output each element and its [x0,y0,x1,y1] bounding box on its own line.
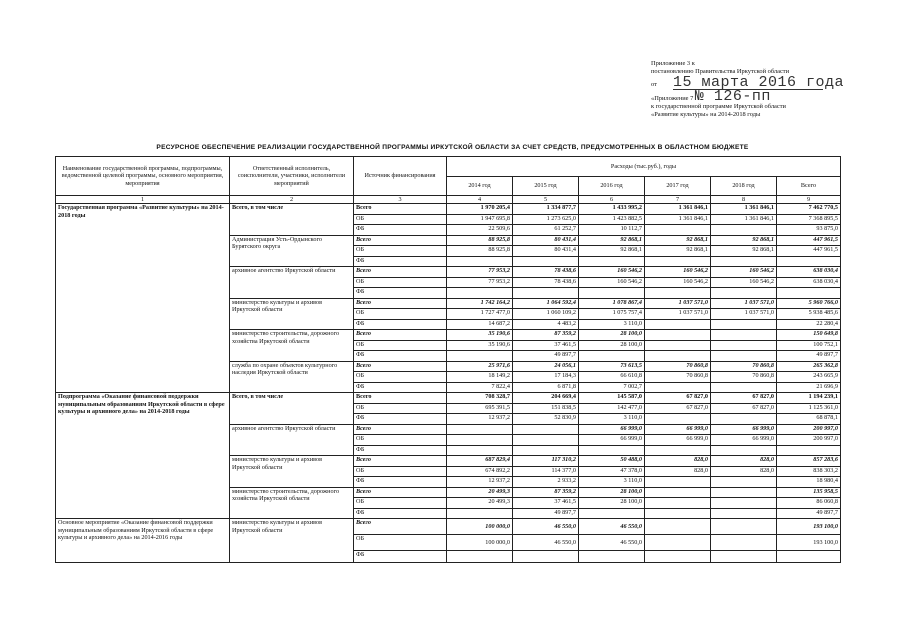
amount-cell: 708 328,7 [447,393,513,404]
amount-cell: 117 310,2 [513,456,579,467]
executor-name: архивное агентство Иркутской области [230,267,354,299]
amount-cell: 3 110,0 [579,319,645,330]
amount-cell [711,519,777,535]
funding-source: ОБ [354,435,447,446]
amount-cell: 14 687,2 [447,319,513,330]
column-number: 3 [354,196,447,204]
year-header: 2015 год [513,177,579,196]
amount-cell: 447 961,5 [777,246,841,257]
amount-cell: 73 613,5 [579,361,645,372]
amount-cell [579,508,645,519]
amount-cell: 37 461,5 [513,498,579,509]
header-name: Наименование государственной программы, подпрограммы, ведомственной целевой программы, основного мероприятия, мероприятия [56,157,230,196]
amount-cell: 66 999,0 [579,424,645,435]
amount-cell: 92 868,1 [579,246,645,257]
amount-cell [711,351,777,362]
column-number: 5 [513,196,579,204]
amount-cell [579,256,645,267]
appendix-line-2: постановлению Правительства Иркутской области [651,68,790,75]
funding-source: Всего [354,519,447,535]
amount-cell: 265 362,8 [777,361,841,372]
amount-cell [711,551,777,563]
amount-cell: 46 550,0 [579,519,645,535]
amount-cell: 447 961,5 [777,235,841,246]
executor-name: министерство культуры и архивов Иркутской области [230,298,354,330]
amount-cell: 1 970 205,4 [447,204,513,215]
executor-name: министерство культуры и архивов Иркутской области [230,519,354,563]
amount-cell: 46 550,0 [513,519,579,535]
amount-cell: 70 860,8 [711,361,777,372]
funding-source: Всего [354,487,447,498]
funding-source: ФБ [354,351,447,362]
amount-cell: 7 822,4 [447,382,513,393]
amount-cell: 695 391,5 [447,403,513,414]
amount-cell [447,551,513,563]
funding-source: ОБ [354,403,447,414]
amount-cell: 5 938 485,6 [777,309,841,320]
executor-name: министерство культуры и архивов Иркутской области [230,456,354,488]
amount-cell: 28 100,0 [579,487,645,498]
amount-cell: 21 696,9 [777,382,841,393]
amount-cell: 86 060,8 [777,498,841,509]
amount-cell: 35 190,6 [447,330,513,341]
amount-cell: 70 860,8 [711,372,777,383]
amount-cell: 67 827,0 [645,403,711,414]
amount-cell: 80 431,4 [513,246,579,257]
amount-cell: 160 546,2 [711,267,777,278]
header-executor: Ответственный исполнитель, соисполнители, участники, исполнители мероприятий [230,157,354,196]
amount-cell [645,319,711,330]
amount-cell: 35 190,6 [447,340,513,351]
funding-source: ОБ [354,498,447,509]
funding-source: ОБ [354,309,447,320]
amount-cell: 88 925,8 [447,235,513,246]
year-header: 2014 год [447,177,513,196]
amount-cell: 687 829,4 [447,456,513,467]
amount-cell [645,445,711,456]
amount-cell: 674 892,2 [447,466,513,477]
amount-cell [777,288,841,299]
appendix-7-label: «Приложение 7 [651,95,694,102]
amount-cell: 49 897,7 [777,508,841,519]
amount-cell: 1 037 571,0 [711,309,777,320]
executor-name: Администрация Усть-Ордынского Бурятского округа [230,235,354,267]
executor-name: Всего, в том числе [230,204,354,236]
amount-cell [711,445,777,456]
amount-cell [447,508,513,519]
amount-cell: 114 377,0 [513,466,579,477]
amount-cell [711,288,777,299]
amount-cell: 66 999,0 [579,435,645,446]
amount-cell: 100 752,1 [777,340,841,351]
amount-cell [447,288,513,299]
handwritten-number: № 126-пп [694,88,771,105]
amount-cell [777,551,841,563]
amount-cell: 66 610,8 [579,372,645,383]
amount-cell [645,487,711,498]
column-number: 7 [645,196,711,204]
funding-source: Всего [354,204,447,215]
amount-cell [645,414,711,425]
amount-cell: 28 100,0 [579,340,645,351]
table-row [56,519,841,535]
amount-cell [645,519,711,535]
amount-cell [645,351,711,362]
appendix-header [651,60,901,119]
year-header: 2016 год [579,177,645,196]
amount-cell: 1 742 164,2 [447,298,513,309]
amount-cell [513,424,579,435]
funding-source: ФБ [354,477,447,488]
amount-cell: 243 665,9 [777,372,841,383]
funding-source: ОБ [354,372,447,383]
amount-cell: 77 953,2 [447,267,513,278]
amount-cell: 1 075 757,4 [579,309,645,320]
amount-cell [579,351,645,362]
amount-cell: 828,0 [711,466,777,477]
amount-cell [711,498,777,509]
amount-cell [645,498,711,509]
amount-cell [711,330,777,341]
amount-cell: 135 958,5 [777,487,841,498]
amount-cell [711,256,777,267]
funding-source: ФБ [354,319,447,330]
amount-cell: 160 546,2 [711,277,777,288]
amount-cell: 92 868,1 [579,235,645,246]
amount-cell [579,551,645,563]
table-row [56,204,841,215]
amount-cell: 10 112,7 [579,225,645,236]
amount-cell: 70 860,8 [645,361,711,372]
amount-cell [777,445,841,456]
program-name: Государственная программа «Развитие культуры» на 2014-2018 годы [56,204,230,393]
amount-cell [645,340,711,351]
amount-cell: 160 546,2 [579,267,645,278]
amount-cell: 1 423 882,5 [579,214,645,225]
amount-cell: 145 587,0 [579,393,645,404]
amount-cell: 838 303,2 [777,466,841,477]
amount-cell: 193 100,0 [777,519,841,535]
column-number: 4 [447,196,513,204]
amount-cell: 2 933,2 [513,477,579,488]
funding-source: ФБ [354,256,447,267]
amount-cell [711,340,777,351]
amount-cell [711,535,777,551]
amount-cell [513,435,579,446]
amount-cell: 828,0 [645,466,711,477]
amount-cell: 7 368 895,5 [777,214,841,225]
amount-cell: 49 897,7 [513,351,579,362]
amount-cell: 52 830,9 [513,414,579,425]
amount-cell: 87 359,2 [513,330,579,341]
amount-cell [711,414,777,425]
amount-cell: 20 499,3 [447,487,513,498]
funding-source: ОБ [354,246,447,257]
amount-cell [645,225,711,236]
funding-source: ФБ [354,288,447,299]
amount-cell: 78 438,6 [513,277,579,288]
amount-cell: 5 960 766,0 [777,298,841,309]
funding-source: ФБ [354,551,447,563]
amount-cell [645,535,711,551]
amount-cell [645,256,711,267]
handwritten-date: 15 марта 2016 года [673,74,845,91]
amount-cell: 160 546,2 [579,277,645,288]
amount-cell: 66 999,0 [645,424,711,435]
amount-cell: 857 283,6 [777,456,841,467]
amount-cell [447,424,513,435]
document-title: РЕСУРСНОЕ ОБЕСПЕЧЕНИЕ РЕАЛИЗАЦИИ ГОСУДАРСТВЕННОЙ ПРОГРАММЫ ИРКУТСКОЙ ОБЛАСТИ ЗА СЧЕТ СРЕДСТВ, ПРЕДУСМОТРЕННЫХ В ОБЛАСТНОМ БЮДЖЕТЕ [156,144,749,151]
amount-cell: 638 030,4 [777,267,841,278]
amount-cell: 28 100,0 [579,330,645,341]
amount-cell [513,256,579,267]
amount-cell: 46 550,0 [513,535,579,551]
amount-cell: 92 868,1 [711,246,777,257]
header-expenses: Расходы (тыс.руб.), годы [447,157,841,177]
amount-cell [777,256,841,267]
program-name: Основное мероприятие «Оказание финансовой поддержки муниципальным образованиям Иркутской области в сфере культуры и архивного дела» на 2014-2016 годы [56,519,230,563]
amount-cell: 66 999,0 [645,435,711,446]
amount-cell [579,288,645,299]
resource-table [55,156,841,563]
amount-cell [447,435,513,446]
amount-cell: 100 000,0 [447,535,513,551]
funding-source: Всего [354,456,447,467]
amount-cell: 100 000,0 [447,519,513,535]
amount-cell: 88 925,8 [447,246,513,257]
amount-cell [645,477,711,488]
executor-name: Всего, в том числе [230,393,354,425]
amount-cell [645,382,711,393]
funding-source: Всего [354,298,447,309]
amount-cell: 1 947 695,8 [447,214,513,225]
amount-cell: 1 037 571,0 [711,298,777,309]
funding-source: Всего [354,361,447,372]
amount-cell [645,330,711,341]
funding-source: ФБ [354,382,447,393]
amount-cell: 1 194 239,1 [777,393,841,404]
amount-cell: 28 100,0 [579,498,645,509]
amount-cell: 151 838,5 [513,403,579,414]
amount-cell: 92 868,1 [645,246,711,257]
amount-cell: 22 280,4 [777,319,841,330]
funding-source: ОБ [354,277,447,288]
amount-cell: 1 060 109,2 [513,309,579,320]
amount-cell: 150 649,8 [777,330,841,341]
amount-cell: 828,0 [711,456,777,467]
amount-cell: 204 669,4 [513,393,579,404]
appendix-line-1: Приложение 3 к [651,60,695,67]
amount-cell: 24 056,1 [513,361,579,372]
amount-cell: 18 149,2 [447,372,513,383]
amount-cell: 92 868,1 [645,235,711,246]
year-header: Всего [777,177,841,196]
amount-cell: 200 997,0 [777,424,841,435]
amount-cell: 200 997,0 [777,435,841,446]
executor-name: министерство строительства, дорожного хозяйства Иркутской области [230,330,354,362]
amount-cell: 12 937,2 [447,414,513,425]
amount-cell: 80 431,4 [513,235,579,246]
amount-cell: 77 953,2 [447,277,513,288]
amount-cell: 160 546,2 [645,267,711,278]
amount-cell: 87 359,2 [513,487,579,498]
amount-cell [711,508,777,519]
amount-cell: 67 827,0 [711,403,777,414]
appendix-line-5: «Развитие культуры» на 2014-2018 годы [651,111,761,118]
funding-source: Всего [354,393,447,404]
amount-cell: 67 827,0 [645,393,711,404]
amount-cell: 50 488,0 [579,456,645,467]
amount-cell: 1 273 625,0 [513,214,579,225]
amount-cell: 7 002,7 [579,382,645,393]
funding-source: ФБ [354,414,447,425]
amount-cell: 1 125 361,0 [777,403,841,414]
from-label: от [651,81,657,88]
year-header: 2018 год [711,177,777,196]
amount-cell [513,288,579,299]
funding-source: ФБ [354,508,447,519]
column-number: 6 [579,196,645,204]
program-name: Подпрограмма «Оказание финансовой поддержки муниципальным образованиям Иркутской области в сфере культуры и архивного дела» на 2014-2018 годы [56,393,230,519]
amount-cell [711,487,777,498]
amount-cell: 1 727 477,0 [447,309,513,320]
column-number: 8 [711,196,777,204]
appendix-line-4: к государственной программе Иркутской области [651,103,786,110]
table-row [56,393,841,404]
amount-cell: 638 030,4 [777,277,841,288]
amount-cell [711,319,777,330]
funding-source: Всего [354,424,447,435]
amount-cell: 1 078 867,4 [579,298,645,309]
amount-cell: 1 361 846,1 [711,214,777,225]
amount-cell: 193 100,0 [777,535,841,551]
amount-cell [645,551,711,563]
funding-source: ФБ [354,225,447,236]
amount-cell: 1 037 571,0 [645,298,711,309]
amount-cell [579,445,645,456]
amount-cell: 20 499,3 [447,498,513,509]
amount-cell: 1 433 995,2 [579,204,645,215]
amount-cell: 1 037 571,0 [645,309,711,320]
amount-cell: 17 184,3 [513,372,579,383]
amount-cell: 47 378,0 [579,466,645,477]
amount-cell: 4 483,2 [513,319,579,330]
funding-source: Всего [354,330,447,341]
funding-source: ОБ [354,535,447,551]
amount-cell: 78 438,6 [513,267,579,278]
amount-cell: 46 550,0 [579,535,645,551]
amount-cell: 142 477,0 [579,403,645,414]
amount-cell: 67 827,0 [711,393,777,404]
amount-cell: 92 868,1 [711,235,777,246]
amount-cell: 1 361 846,1 [711,204,777,215]
amount-cell: 3 110,0 [579,477,645,488]
amount-cell [711,225,777,236]
amount-cell [711,382,777,393]
amount-cell: 49 897,7 [777,351,841,362]
amount-cell: 1 064 592,4 [513,298,579,309]
amount-cell [513,445,579,456]
amount-cell: 1 361 846,1 [645,214,711,225]
amount-cell [447,256,513,267]
amount-cell: 68 878,1 [777,414,841,425]
funding-source: Всего [354,235,447,246]
column-number: 1 [56,196,230,204]
amount-cell: 66 999,0 [711,435,777,446]
funding-source: Всего [354,267,447,278]
amount-cell: 25 971,6 [447,361,513,372]
amount-cell: 22 509,6 [447,225,513,236]
amount-cell: 61 252,7 [513,225,579,236]
amount-cell [645,288,711,299]
amount-cell: 828,0 [645,456,711,467]
amount-cell [447,445,513,456]
funding-source: ОБ [354,214,447,225]
year-header: 2017 год [645,177,711,196]
amount-cell: 37 461,5 [513,340,579,351]
column-number: 2 [230,196,354,204]
amount-cell [447,351,513,362]
column-number: 9 [777,196,841,204]
amount-cell: 1 361 846,1 [645,204,711,215]
amount-cell: 66 999,0 [711,424,777,435]
funding-source: ОБ [354,340,447,351]
executor-name: служба по охране объектов культурного наследия Иркутской области [230,361,354,393]
amount-cell: 49 897,7 [513,508,579,519]
header-source: Источник финансирования [354,157,447,196]
amount-cell [513,551,579,563]
amount-cell: 3 110,0 [579,414,645,425]
amount-cell: 6 871,8 [513,382,579,393]
amount-cell: 1 334 877,7 [513,204,579,215]
funding-source: ОБ [354,466,447,477]
amount-cell: 160 546,2 [645,277,711,288]
amount-cell [645,508,711,519]
amount-cell: 70 860,8 [645,372,711,383]
executor-name: министерство строительства, дорожного хозяйства Иркутской области [230,487,354,519]
amount-cell: 18 980,4 [777,477,841,488]
executor-name: архивное агентство Иркутской области [230,424,354,456]
amount-cell: 12 937,2 [447,477,513,488]
amount-cell: 7 462 770,5 [777,204,841,215]
amount-cell [711,477,777,488]
funding-source: ФБ [354,445,447,456]
amount-cell: 93 875,0 [777,225,841,236]
